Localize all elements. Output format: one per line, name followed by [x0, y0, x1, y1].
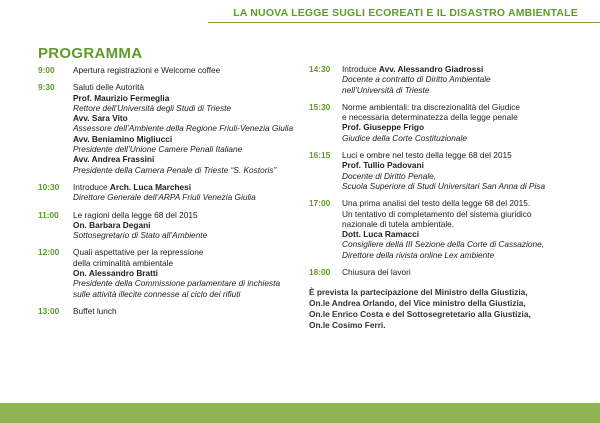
schedule-item [38, 65, 306, 75]
closing-note [309, 287, 579, 331]
schedule-time: 9:30 [38, 82, 55, 93]
schedule-content [73, 182, 306, 203]
speaker-name: Prof. Maurizio Fermeglia [73, 92, 170, 103]
closing-line: On.le Cosimo Ferri. [309, 320, 386, 331]
schedule-item [38, 247, 306, 298]
speaker-name: Avv. Beniamino Migliucci [73, 133, 173, 144]
speaker-name: Dott. Luca Ramacci [342, 229, 419, 240]
speaker-role: Consigliere della III Sezione della Corte di Cassazione, [342, 239, 545, 250]
speaker-role: Presidente della Commissione parlamentare di inchiesta [73, 278, 281, 289]
speaker-role: Docente di Diritto Penale, [342, 170, 437, 181]
speaker-role: Presidente della Camera Penale di Trieste “S. Kostoris” [73, 164, 277, 175]
schedule-content [73, 247, 306, 298]
session-text: nazionale di tutela ambientale. [342, 218, 455, 229]
speaker-role: nell’Università di Trieste [342, 84, 430, 95]
footer-bar [0, 403, 600, 423]
program-left-column [38, 46, 306, 323]
closing-line: On.le Andrea Orlando, del Vice ministro della Giustizia, [309, 298, 526, 309]
program-right-column [309, 64, 579, 331]
session-text: Chiusura dei lavori [342, 267, 411, 278]
speaker-name: Avv. Andrea Frassini [73, 154, 155, 165]
schedule-item [38, 82, 306, 175]
speaker-name: Prof. Giuseppe Frigo [342, 122, 425, 133]
schedule-content [73, 65, 306, 75]
session-text: e necessaria determinatezza della legge penale [342, 112, 518, 123]
schedule-item [38, 306, 306, 316]
schedule-time: 13:00 [38, 305, 60, 316]
schedule-content [342, 198, 579, 260]
document-title: LA NUOVA LEGGE SUGLI ECOREATI E IL DISASTRO AMBIENTALE [233, 7, 578, 19]
session-text: Un tentativo di completamento del sistema giuridico [342, 208, 532, 219]
schedule-item [309, 102, 579, 143]
speaker-role: Assessore dell’Ambiente della Regione Friuli-Venezia Giulia [73, 123, 294, 134]
schedule-item [309, 267, 579, 277]
schedule-list-right [309, 64, 579, 277]
schedule-time: 18:00 [309, 267, 331, 278]
program-title: PROGRAMMA [38, 45, 143, 62]
schedule-list-left [38, 65, 306, 316]
speaker-name: Avv. Sara Vito [73, 113, 128, 124]
schedule-time: 9:00 [38, 65, 55, 75]
schedule-time: 11:00 [38, 209, 59, 220]
header-divider [208, 22, 600, 23]
closing-line: On.le Enrico Costa e del Sottosegretetario alla Giustizia, [309, 309, 531, 320]
session-introducer: Introduce Avv. Alessandro Giadrossi [342, 64, 484, 74]
speaker-role: Direttore della rivista online Lex ambiente [342, 249, 495, 260]
schedule-time: 16:15 [309, 150, 331, 161]
speaker-name: On. Alessandro Bratti [73, 268, 158, 279]
session-text: Luci e ombre nel testo della legge 68 del 2015 [342, 150, 512, 161]
session-text: Norme ambientali: tra discrezionalità del Giudice [342, 101, 521, 112]
session-text: Apertura registrazioni e Welcome coffee [73, 65, 221, 75]
session-text: Saluti delle Autorità [73, 82, 145, 93]
session-text: Buffet lunch [73, 305, 117, 316]
session-text: della criminalità ambientale [73, 257, 174, 268]
session-text: Le ragioni della legge 68 del 2015 [73, 209, 198, 220]
schedule-item [38, 182, 306, 203]
schedule-item [38, 210, 306, 241]
speaker-name: Prof. Tullio Padovani [342, 160, 424, 171]
schedule-item [309, 64, 579, 95]
schedule-item [309, 150, 579, 191]
speaker-role: Sottosegretario di Stato all’Ambiente [73, 230, 208, 241]
session-introducer: Introduce Arch. Luca Marchesi [73, 181, 192, 192]
schedule-time: 14:30 [309, 64, 331, 74]
speaker-role: Giudice della Corte Costituzionale [342, 132, 467, 143]
schedule-time: 17:00 [309, 198, 331, 209]
schedule-content [342, 267, 579, 277]
schedule-content [342, 102, 579, 143]
speaker-role: Presidente dell’Unione Camere Penali Italiane [73, 144, 243, 155]
speaker-role: Rettore dell’Università degli Studi di Trieste [73, 102, 232, 113]
speaker-name: On. Barbara Degani [73, 219, 151, 230]
session-text: Una prima analisi del testo della legge 68 del 2015. [342, 198, 531, 209]
speaker-role: sulle attività illecite connesse al ciclo dei rifiuti [73, 288, 241, 299]
schedule-time: 12:00 [38, 247, 60, 258]
session-text: Quali aspettative per la repressione [73, 247, 204, 258]
schedule-content [73, 306, 306, 316]
schedule-content [342, 150, 579, 191]
speaker-role: Scuola Superiore di Studi Universitari San Anna di Pisa [342, 180, 546, 191]
closing-line: È prevista la partecipazione del Ministro della Giustizia, [309, 287, 528, 298]
schedule-content [73, 82, 306, 175]
schedule-item [309, 198, 579, 260]
schedule-content [342, 64, 579, 95]
schedule-time: 10:30 [38, 181, 60, 192]
schedule-time: 15:30 [309, 101, 331, 112]
page-header [0, 0, 600, 24]
speaker-role: Docente a contratto di Diritto Ambientale [342, 74, 491, 85]
speaker-role: Direttore Generale dell’ARPA Friuli Venezia Giulia [73, 192, 256, 203]
schedule-content [73, 210, 306, 241]
